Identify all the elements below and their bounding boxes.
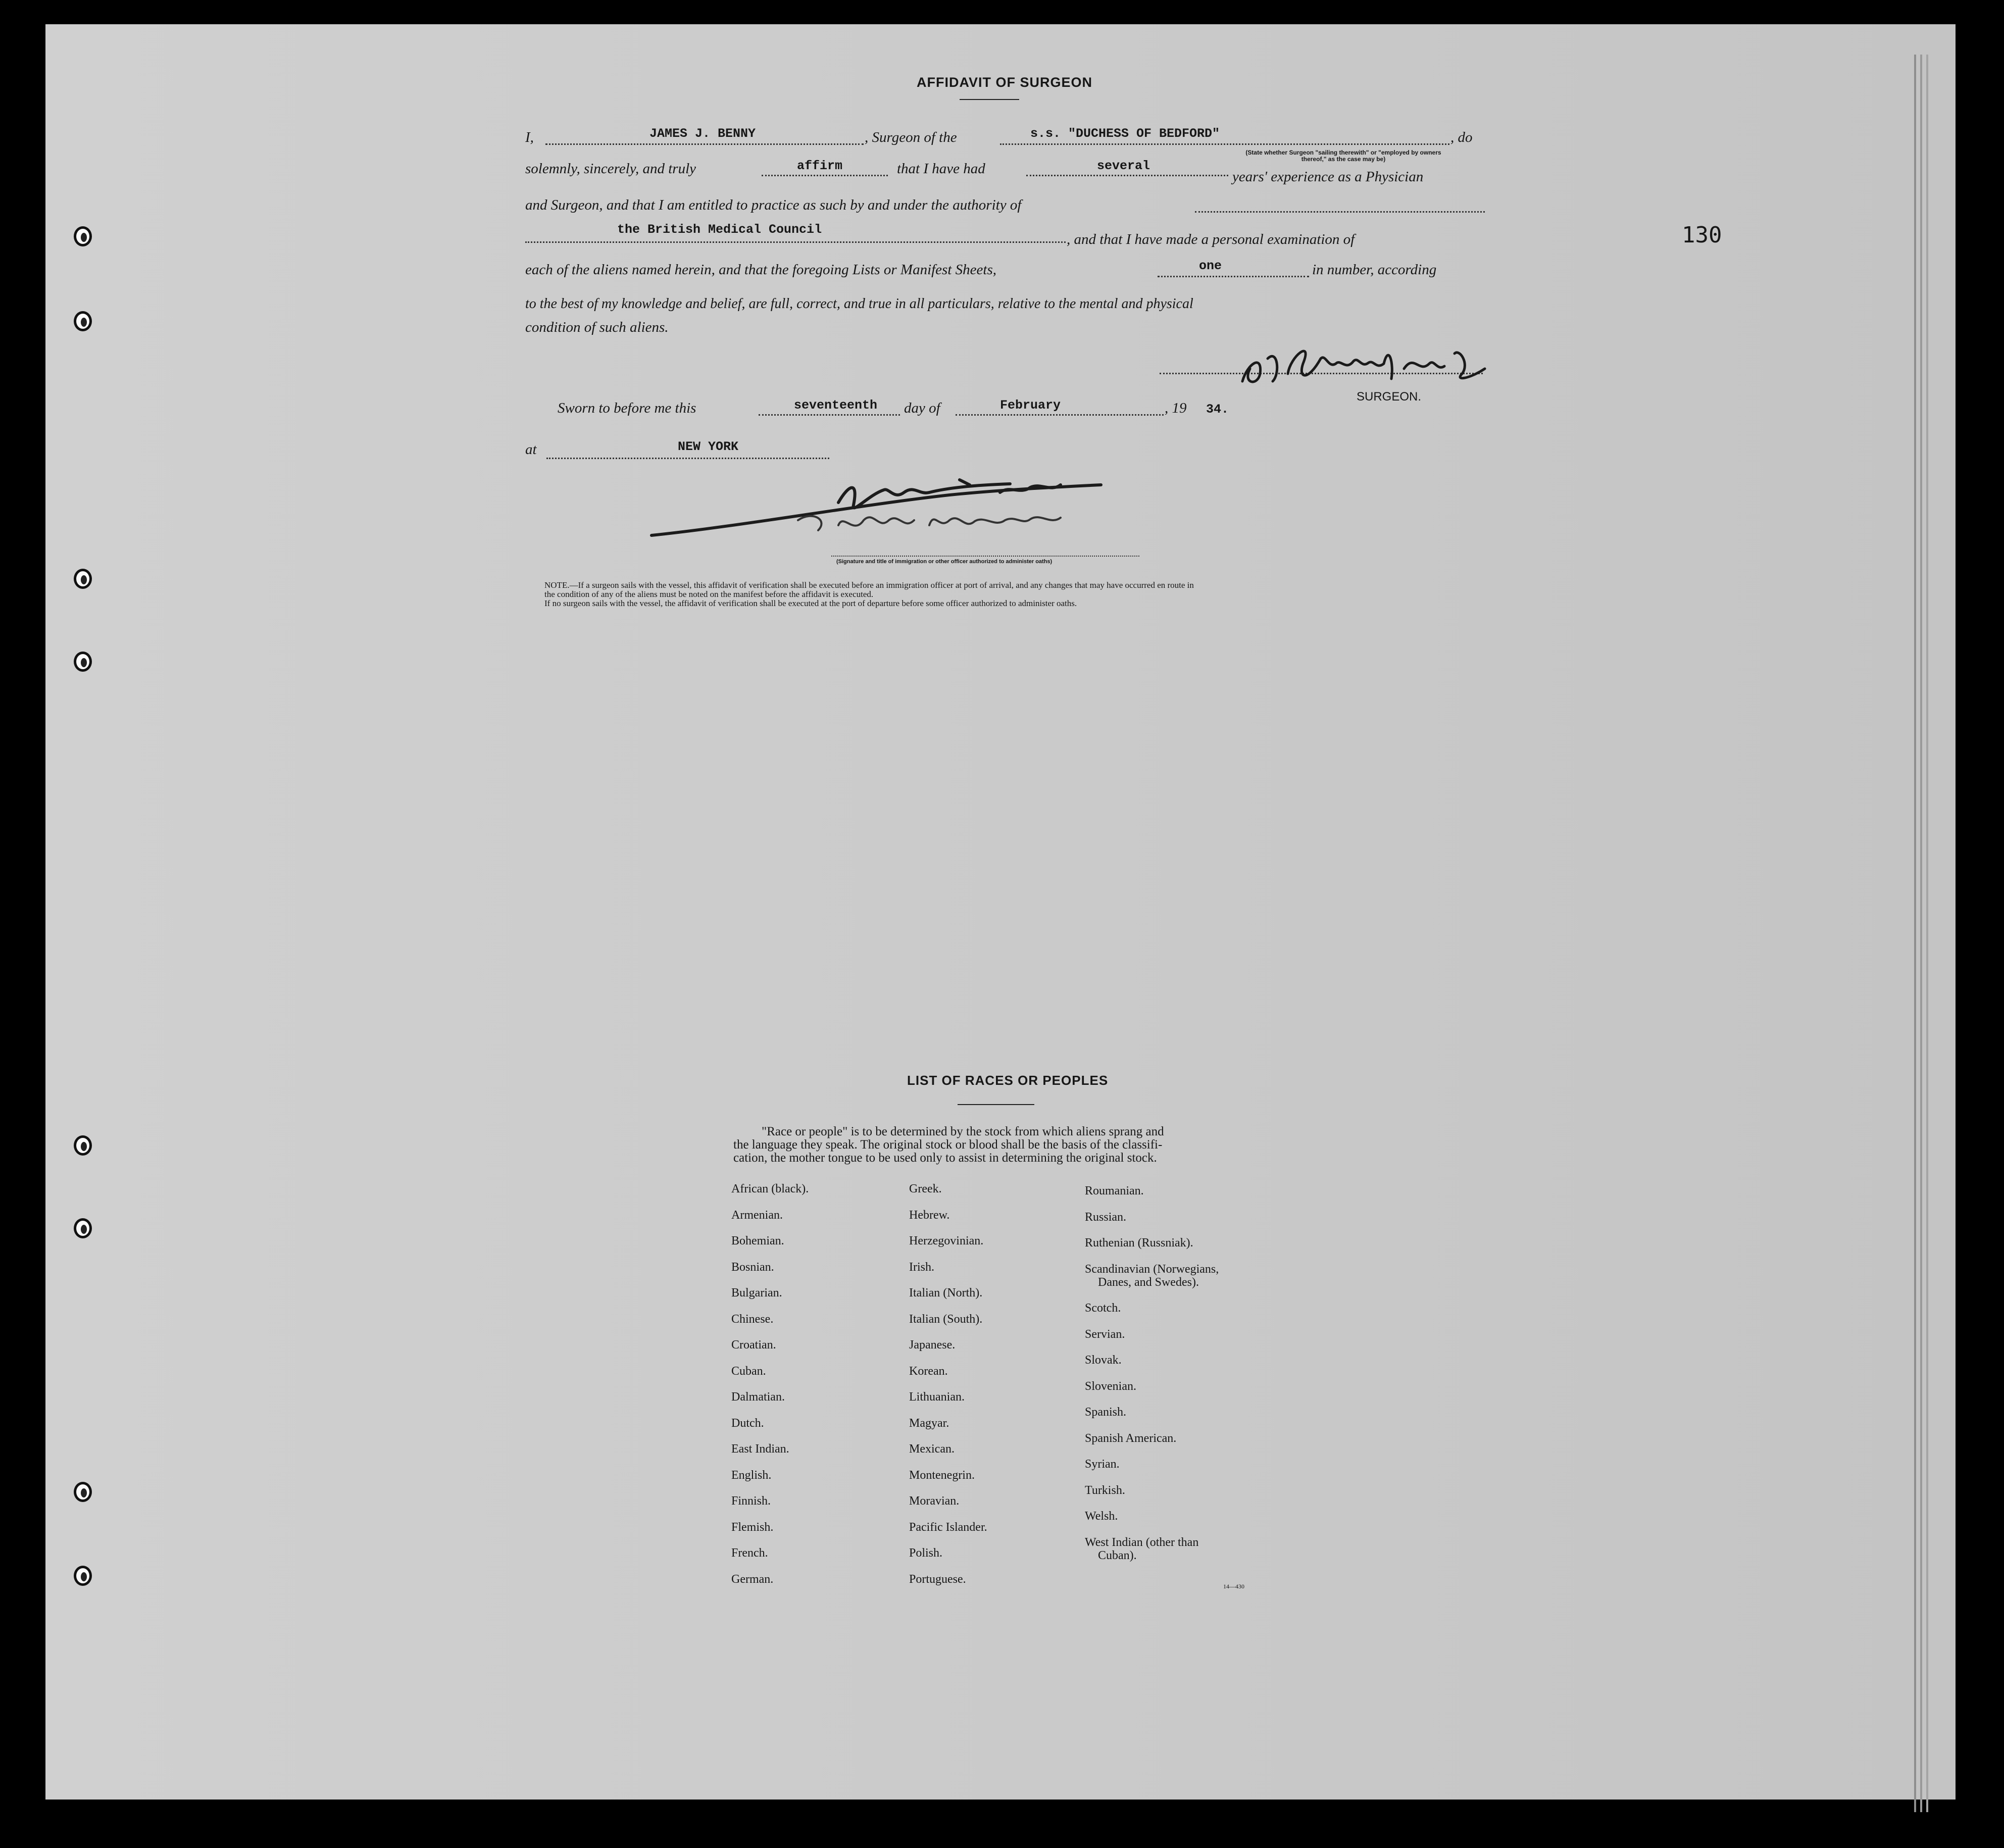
note-line-3: If no surgeon sails with the vessel, the affidavit of verification shall be executed at the port of departure before some officer authorized to administer oaths.: [544, 598, 1077, 608]
sheet-count: one: [1199, 259, 1222, 273]
text-surgeon-of: , Surgeon of the: [865, 129, 957, 145]
race-item: Roumanian.: [1085, 1184, 1144, 1197]
race-item: Dalmatian.: [731, 1390, 785, 1404]
race-item: German.: [731, 1572, 774, 1586]
race-item: Portuguese.: [909, 1572, 966, 1586]
surgeon-label: SURGEON.: [1357, 390, 1422, 404]
text-best: to the best of my knowledge and belief, are full, correct, and true in all particulars, relative to the mental and physical: [525, 296, 1193, 312]
race-item: Japanese.: [909, 1338, 956, 1352]
race-item: Scandinavian (Norwegians,: [1085, 1262, 1219, 1276]
race-item: Herzegovinian.: [909, 1234, 984, 1247]
race-item: Servian.: [1085, 1327, 1125, 1341]
punch-hole: [74, 226, 92, 246]
race-item: Moravian.: [909, 1494, 960, 1508]
sworn-month: February: [1000, 398, 1061, 413]
race-item: Hebrew.: [909, 1208, 950, 1222]
fill-line: [546, 458, 829, 459]
officer-caption: (Signature and title of immigration or other officer authorized to administer oaths): [836, 559, 1053, 565]
punch-hole: [74, 1482, 92, 1502]
note-line-2: the condition of any of the aliens must be noted on the manifest before the affidavit is executed.: [544, 589, 874, 599]
race-item: Syrian.: [1085, 1458, 1120, 1471]
text-day-of: day of: [904, 400, 940, 416]
punch-hole: [74, 1218, 92, 1238]
race-item: French.: [731, 1546, 768, 1560]
race-item: African (black).: [731, 1182, 809, 1195]
text-at: at: [525, 441, 537, 458]
text-solemnly: solemnly, sincerely, and truly: [525, 161, 696, 177]
race-item: Ruthenian (Russniak).: [1085, 1236, 1193, 1250]
fill-line: [545, 143, 864, 145]
races-title-underline: [958, 1104, 1034, 1105]
text-sworn: Sworn to before me this: [558, 400, 696, 416]
races-intro-1: "Race or people" is to be determined by the stock from which aliens sprang and: [762, 1125, 1164, 1138]
race-item: Mexican.: [909, 1442, 955, 1456]
punch-hole: [74, 652, 92, 672]
race-item: Slovenian.: [1085, 1379, 1136, 1393]
race-item: Pacific Islander.: [909, 1520, 987, 1534]
race-item: Bohemian.: [731, 1234, 784, 1247]
fill-line: [1158, 276, 1309, 277]
punch-hole: [74, 311, 92, 331]
text-i: I,: [525, 129, 534, 145]
races-intro-2: the language they speak. The original stock or blood shall be the basis of the classifi-: [733, 1138, 1163, 1152]
text-made-exam: , and that I have made a personal examination of: [1067, 231, 1355, 247]
race-item: Turkish.: [1085, 1483, 1125, 1497]
race-item: Bosnian.: [731, 1260, 774, 1274]
text-do: , do: [1450, 129, 1473, 145]
race-item: Armenian.: [731, 1208, 783, 1222]
race-item: Russian.: [1085, 1210, 1127, 1224]
fill-line: [759, 414, 900, 416]
race-item: Polish.: [909, 1546, 943, 1560]
text-and-surgeon: and Surgeon, and that I am entitled to practice as such by and under the authority of: [525, 197, 1022, 213]
page-edge: [1914, 55, 1916, 1812]
race-item: Magyar.: [909, 1416, 949, 1430]
text-years-exp: years' experience as a Physician: [1232, 169, 1424, 185]
text-that-had: that I have had: [897, 161, 985, 177]
officer-line: [831, 556, 1139, 557]
place: NEW YORK: [678, 439, 739, 454]
surgeon-signature: [1232, 333, 1495, 389]
race-item: Finnish.: [731, 1494, 771, 1508]
sworn-day: seventeenth: [794, 398, 878, 413]
page-edge: [1920, 55, 1922, 1812]
fill-line: [1195, 211, 1485, 213]
text-condition: condition of such aliens.: [525, 319, 669, 335]
race-item: Croatian.: [731, 1338, 776, 1352]
race-item: Spanish.: [1085, 1406, 1127, 1419]
race-item: Flemish.: [731, 1520, 774, 1534]
race-item: Danes, and Swedes).: [1098, 1275, 1199, 1289]
title-underline: [960, 99, 1019, 100]
vessel-name: s.s. "DUCHESS OF BEDFORD": [1030, 126, 1220, 141]
surgeon-name: JAMES J. BENNY: [649, 126, 756, 141]
form-number: 14—430: [1223, 1583, 1244, 1590]
authority: the British Medical Council: [617, 222, 822, 237]
page-number: 130: [1682, 222, 1722, 248]
race-item: Lithuanian.: [909, 1390, 965, 1404]
race-item: Bulgarian.: [731, 1286, 782, 1300]
punch-hole: [74, 1135, 92, 1156]
affidavit-title: AFFIDAVIT OF SURGEON: [917, 75, 1092, 90]
races-intro-3: cation, the mother tongue to be used only to assist in determining the original stock.: [733, 1151, 1157, 1165]
race-item: Cuban.: [731, 1364, 766, 1378]
text-19: , 19: [1165, 400, 1187, 416]
punch-hole: [74, 1566, 92, 1586]
fill-line: [525, 241, 1066, 243]
races-title: LIST OF RACES OR PEOPLES: [907, 1073, 1109, 1088]
race-item: English.: [731, 1468, 772, 1482]
vessel-note: (State whether Surgeon "sailing therewith" or "employed by owners thereof," as the case may be): [1245, 149, 1441, 163]
race-item: Chinese.: [731, 1312, 774, 1326]
race-item: West Indian (other than: [1085, 1535, 1199, 1549]
race-item: Montenegrin.: [909, 1468, 975, 1482]
fill-line: [1000, 143, 1449, 145]
document-sheet: [45, 24, 1956, 1800]
text-each-alien: each of the aliens named herein, and that the foregoing Lists or Manifest Sheets,: [525, 262, 996, 278]
officer-signature: [646, 465, 1126, 551]
fill-line: [956, 414, 1164, 416]
race-item: Italian (South).: [909, 1312, 983, 1326]
note-line-1: NOTE.—If a surgeon sails with the vessel, this affidavit of verification shall be executed before an immigration officer at port of arrival, and any changes that may have occurred en route in: [544, 580, 1194, 590]
race-item: Dutch.: [731, 1416, 764, 1430]
fill-line: [1026, 175, 1228, 176]
race-item: East Indian.: [731, 1442, 789, 1456]
race-item: Cuban).: [1098, 1549, 1137, 1562]
race-item: Slovak.: [1085, 1354, 1122, 1367]
oath-type: affirm: [797, 159, 843, 173]
race-item: Italian (North).: [909, 1286, 983, 1300]
race-item: Greek.: [909, 1182, 942, 1195]
race-item: Welsh.: [1085, 1510, 1118, 1523]
sworn-year: 34.: [1206, 402, 1229, 417]
fill-line: [762, 175, 888, 176]
race-item: Korean.: [909, 1364, 948, 1378]
punch-hole: [74, 569, 92, 589]
page-edge: [1926, 55, 1928, 1812]
race-item: Irish.: [909, 1260, 934, 1274]
race-item: Scotch.: [1085, 1302, 1121, 1315]
race-item: Spanish American.: [1085, 1431, 1177, 1445]
text-in-number: in number, according: [1312, 262, 1437, 278]
years-experience: several: [1097, 159, 1150, 173]
